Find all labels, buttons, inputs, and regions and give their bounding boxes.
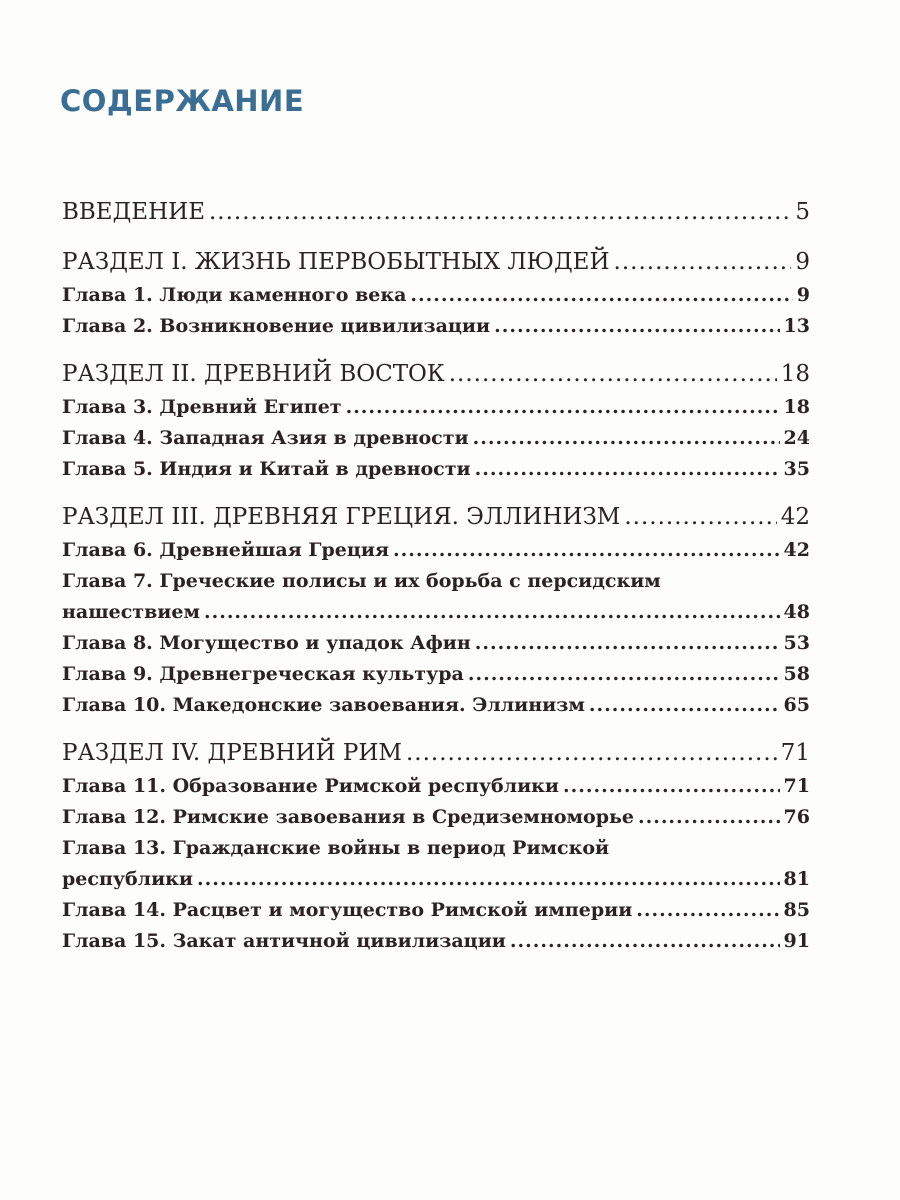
page-number: 9 — [795, 249, 810, 275]
entry-label: Глава 13. Гражданские войны в период Римской — [62, 837, 610, 859]
dot-leader — [636, 895, 779, 926]
page-number: 24 — [783, 427, 810, 449]
dot-leader — [197, 864, 780, 895]
page-number: 71 — [780, 740, 810, 766]
page-number: 58 — [783, 663, 810, 685]
page-number: 48 — [783, 601, 810, 623]
dot-leader — [624, 499, 776, 535]
dot-leader — [449, 356, 777, 392]
entry-label: Глава 1. Люди каменного века — [62, 284, 407, 306]
toc-chapter-entry[interactable] — [62, 926, 810, 957]
page-number: 85 — [783, 899, 810, 921]
toc-section-entry[interactable] — [62, 499, 810, 535]
page-number: 53 — [783, 632, 810, 654]
entry-label: Глава 4. Западная Азия в древности — [62, 427, 469, 449]
entry-label: Глава 12. Римские завоевания в Средиземноморье — [62, 806, 634, 828]
dot-leader — [638, 802, 780, 833]
entry-label: Глава 8. Могущество и упадок Афин — [62, 632, 471, 654]
entry-label: Глава 9. Древнегреческая культура — [62, 663, 464, 685]
page-number: 18 — [783, 396, 810, 418]
page-number: 42 — [783, 539, 810, 561]
dot-leader — [204, 597, 780, 628]
dot-leader — [473, 423, 780, 454]
toc-chapter-entry[interactable] — [62, 566, 810, 597]
toc-chapter-entry[interactable] — [62, 535, 810, 566]
toc-chapter-entry[interactable] — [62, 833, 810, 864]
dot-leader — [614, 244, 792, 280]
toc-chapter-entry[interactable] — [62, 690, 810, 721]
page-number: 35 — [783, 458, 810, 480]
entry-label: нашествием — [62, 601, 200, 623]
dot-leader — [406, 735, 777, 771]
toc-chapter-entry[interactable] — [62, 311, 810, 342]
entry-label: Глава 6. Древнейшая Греция — [62, 539, 389, 561]
dot-leader — [209, 194, 791, 230]
dot-leader — [410, 280, 792, 311]
page-number: 13 — [783, 315, 810, 337]
dot-leader — [393, 535, 780, 566]
entry-label: Глава 11. Образование Римской республики — [62, 775, 559, 797]
toc-chapter-entry[interactable] — [62, 895, 810, 926]
toc-section-entry[interactable] — [62, 356, 810, 392]
entry-label: Глава 10. Македонские завоевания. Эллинизм — [62, 694, 585, 716]
page-number: 42 — [780, 504, 810, 530]
entry-label: республики — [62, 868, 193, 890]
page-number: 9 — [796, 284, 810, 306]
entry-label: Глава 3. Древний Египет — [62, 396, 342, 418]
dot-leader — [563, 771, 780, 802]
dot-leader — [346, 392, 780, 423]
entry-label: Глава 5. Индия и Китай в древности — [62, 458, 471, 480]
page-number: 76 — [783, 806, 810, 828]
entry-label: Глава 7. Греческие полисы и их борьба с персидским — [62, 570, 661, 592]
entry-label: Глава 2. Возникновение цивилизации — [62, 315, 491, 337]
page-number: 71 — [783, 775, 810, 797]
toc-chapter-entry[interactable] — [62, 280, 810, 311]
toc-chapter-entry[interactable] — [62, 802, 810, 833]
toc-section-entry[interactable] — [62, 244, 810, 280]
dot-leader — [510, 926, 780, 957]
dot-leader — [494, 311, 779, 342]
toc-chapter-entry[interactable] — [62, 454, 810, 485]
entry-label: РАЗДЕЛ III. ДРЕВНЯЯ ГРЕЦИЯ. ЭЛЛИНИЗМ — [62, 504, 621, 530]
entry-label: Глава 15. Закат античной цивилизации — [62, 930, 506, 952]
page-number: 65 — [783, 694, 810, 716]
entry-label: ВВЕДЕНИЕ — [62, 199, 205, 225]
toc-section-entry[interactable] — [62, 194, 810, 230]
entry-label: РАЗДЕЛ I. ЖИЗНЬ ПЕРВОБЫТНЫХ ЛЮДЕЙ — [62, 249, 610, 275]
page-number: 91 — [783, 930, 810, 952]
entry-label: Глава 14. Расцвет и могущество Римской империи — [62, 899, 633, 921]
page-title: СОДЕРЖАНИЕ — [60, 84, 305, 118]
table-of-contents — [62, 194, 810, 957]
entry-label: РАЗДЕЛ II. ДРЕВНИЙ ВОСТОК — [62, 361, 445, 387]
dot-leader — [475, 628, 780, 659]
page-number: 18 — [780, 361, 810, 387]
dot-leader — [475, 454, 780, 485]
toc-chapter-entry[interactable] — [62, 771, 810, 802]
toc-chapter-entry[interactable] — [62, 659, 810, 690]
entry-label: РАЗДЕЛ IV. ДРЕВНИЙ РИМ — [62, 740, 402, 766]
page-number: 81 — [783, 868, 810, 890]
toc-section-entry[interactable] — [62, 735, 810, 771]
toc-chapter-entry[interactable] — [62, 392, 810, 423]
toc-chapter-entry[interactable] — [62, 597, 810, 628]
toc-chapter-entry[interactable] — [62, 864, 810, 895]
toc-chapter-entry[interactable] — [62, 423, 810, 454]
page-number: 5 — [795, 199, 810, 225]
dot-leader — [468, 659, 780, 690]
dot-leader — [589, 690, 780, 721]
toc-chapter-entry[interactable] — [62, 628, 810, 659]
